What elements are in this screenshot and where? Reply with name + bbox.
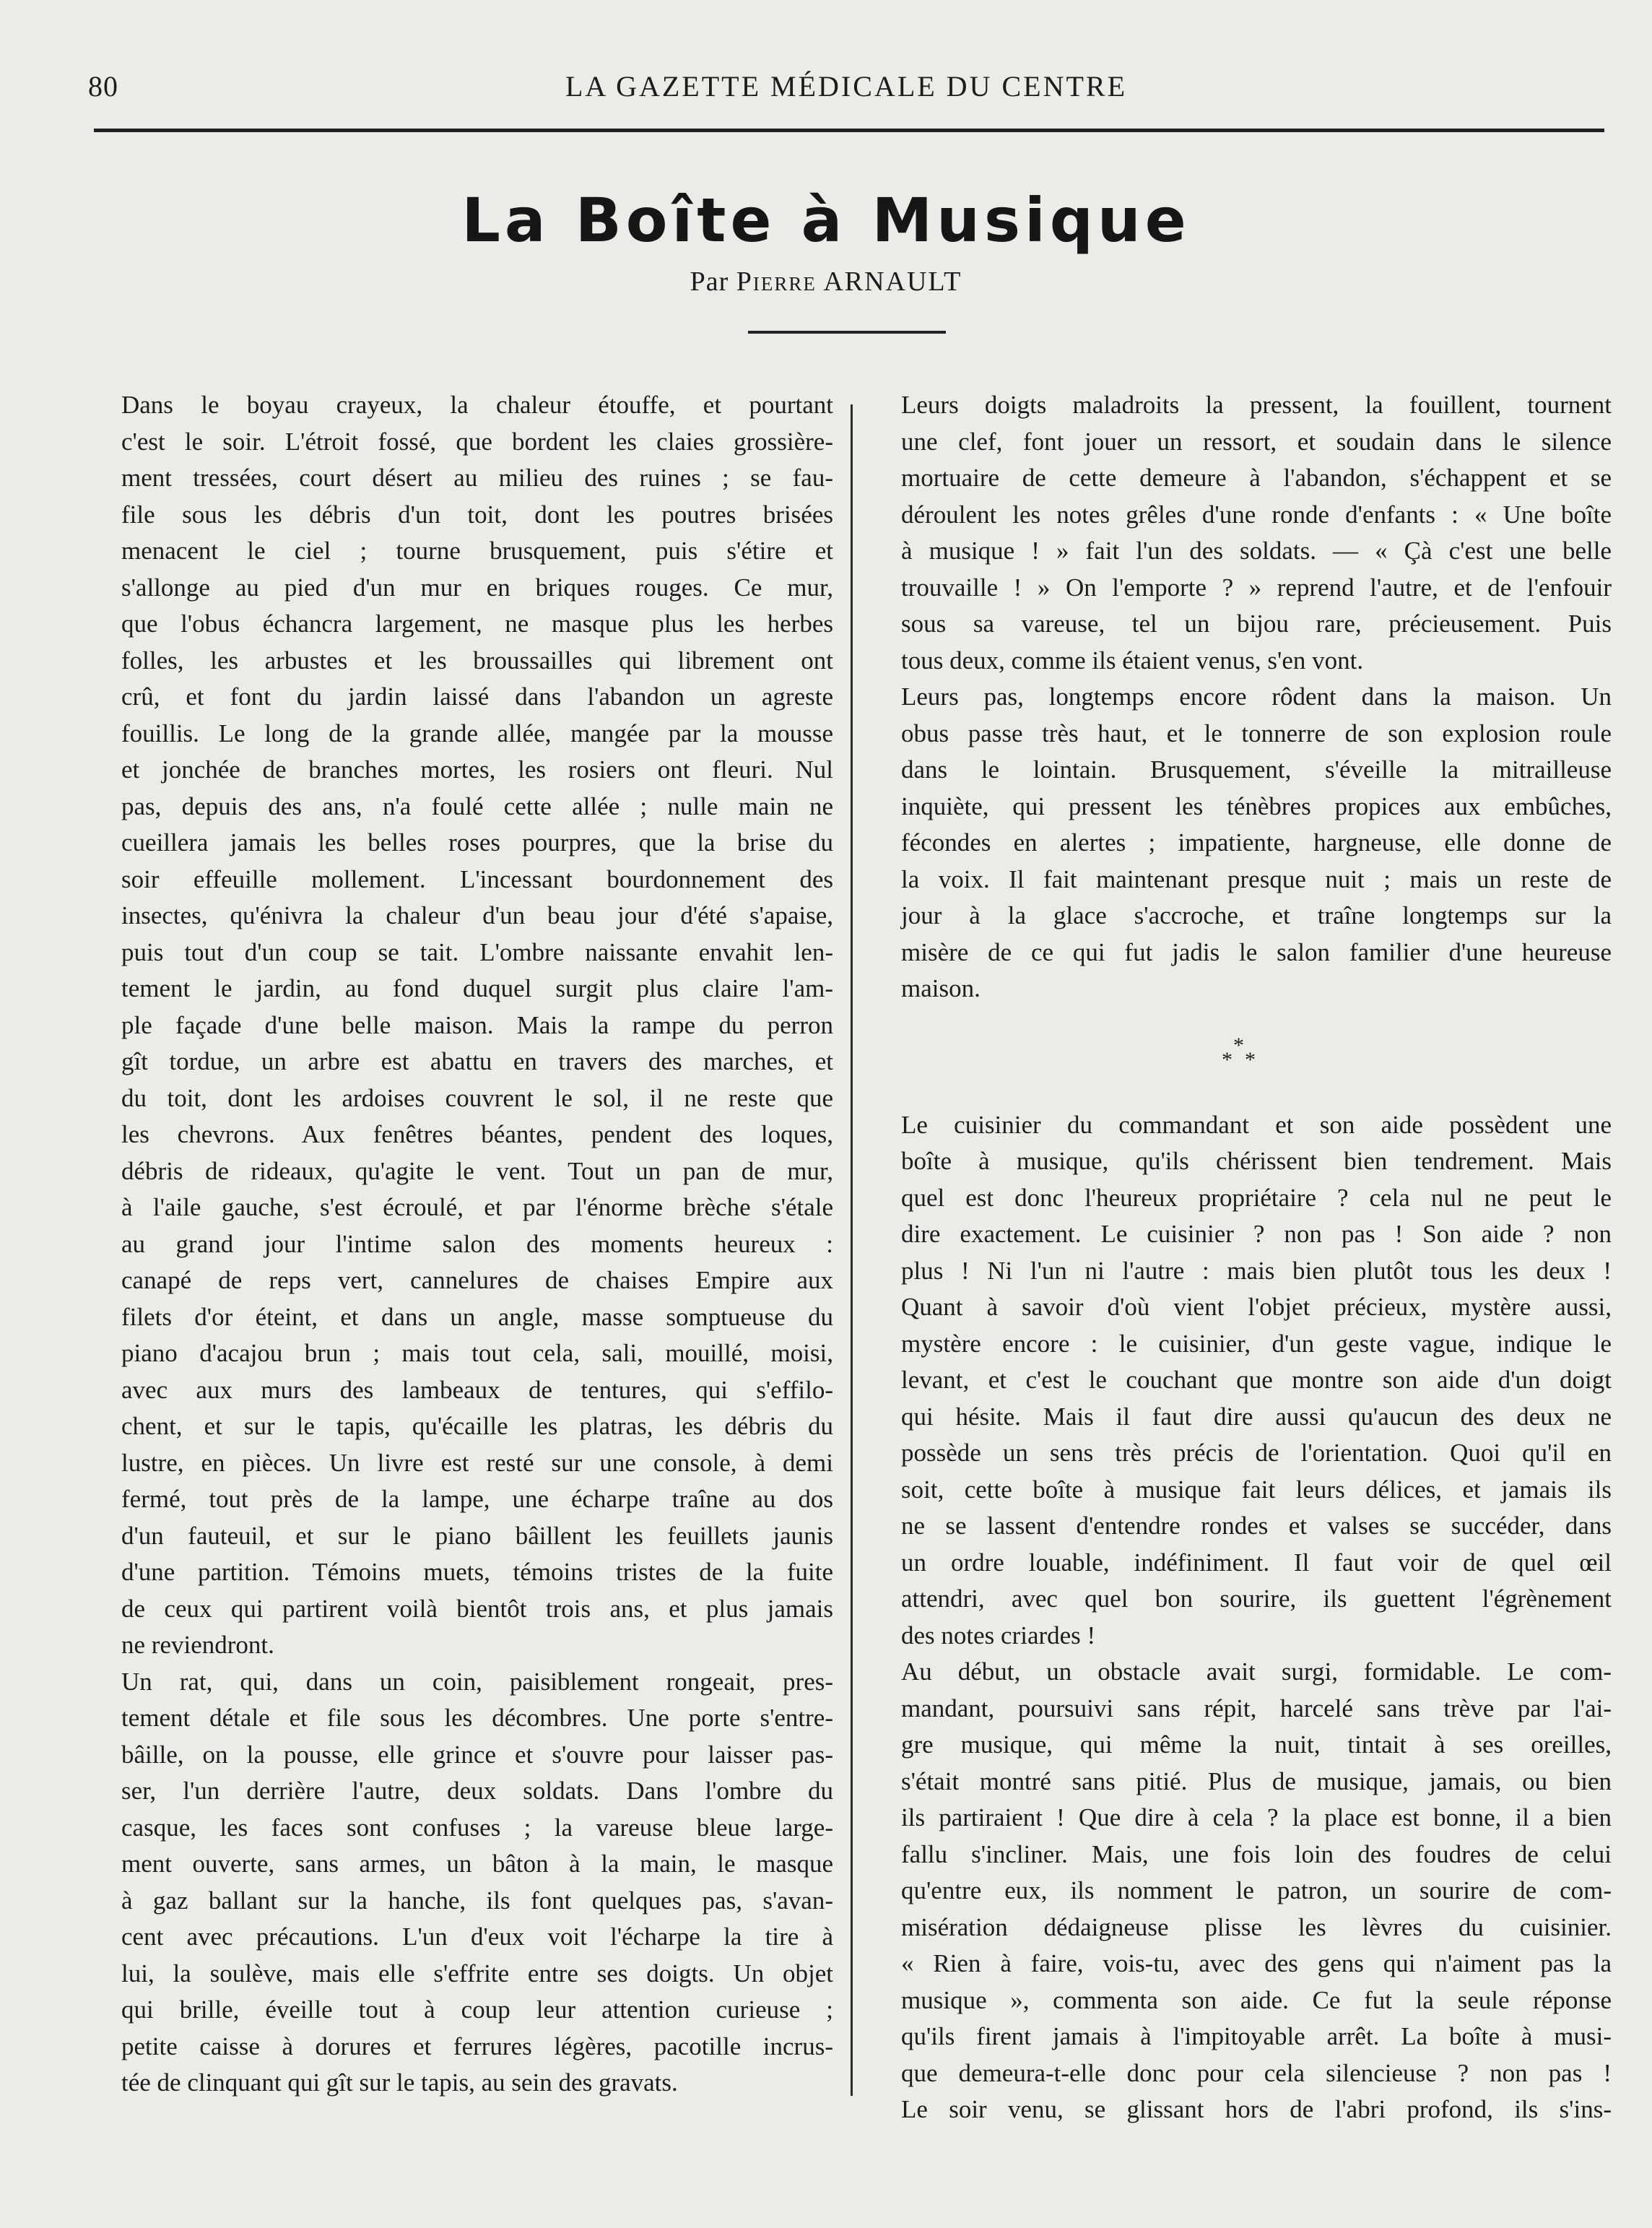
journal-name: LA GAZETTE MÉDICALE DU CENTRE — [565, 70, 1127, 103]
text-line: soir effeuille mollement. L'incessant bourdonnement des — [121, 864, 833, 893]
text-line: s'allonge au pied d'un mur en briques rouges. Ce mur, — [121, 573, 833, 602]
text-line: levant, et c'est le couchant que montre son aide d'un doigt — [901, 1366, 1612, 1394]
text-line: d'une partition. Témoins muets, témoins tristes de la fuite — [121, 1558, 833, 1586]
paragraph — [868, 679, 1612, 1007]
text-line: menacent le ciel ; tourne brusquement, puis s'étire et — [121, 537, 833, 565]
text-line: Leurs pas, longtemps encore rôdent dans la maison. Un — [901, 682, 1612, 711]
text-line: à musique ! » fait l'un des soldats. — « Çà c'est une belle — [901, 537, 1612, 565]
text-line: que l'obus échancra largement, ne masque plus les herbes — [121, 610, 833, 638]
text-line: puis tout d'un coup se tait. L'ombre naissante envahit len- — [121, 937, 833, 966]
text-line: fermé, tout près de la lampe, une écharpe traîne au dos — [121, 1485, 833, 1513]
text-line: déroulent les notes grêles d'une ronde d'enfants : « Une boîte — [901, 500, 1612, 529]
asterism-star-right: * — [1245, 1047, 1256, 1072]
paragraph — [868, 1654, 1612, 2128]
text-line: au grand jour l'intime salon des moments heureux : — [121, 1229, 833, 1258]
text-line: les chevrons. Aux fenêtres béantes, pendent des loques, — [121, 1120, 833, 1148]
paragraph — [868, 1107, 1612, 1655]
text-line: quel est donc l'heureux propriétaire ? cela nul ne peut le — [901, 1183, 1612, 1212]
text-line: gît tordue, un arbre est abattu en travers des marches, et — [121, 1047, 833, 1075]
text-line: filets d'or éteint, et dans un angle, masse somptueuse du — [121, 1302, 833, 1331]
text-line: ils partiraient ! Que dire à cela ? la place est bonne, il a bien — [901, 1803, 1612, 1832]
text-line: qu'entre eux, ils nomment le patron, un sourire de com- — [901, 1876, 1612, 1904]
text-line: insectes, qu'énivra la chaleur d'un beau jour d'été s'apaise, — [121, 901, 833, 929]
text-line: tée de clinquant qui gît sur le tapis, au sein des gravats. — [121, 2068, 678, 2097]
text-line: crû, et font du jardin laissé dans l'abandon un agreste — [121, 682, 833, 711]
text-line: qui hésite. Mais il faut dire aussi qu'aucun des deux ne — [901, 1402, 1612, 1431]
text-line: du toit, dont les ardoises couvrent le sol, il ne reste que — [121, 1083, 833, 1112]
column-divider — [851, 404, 853, 2096]
text-line: soit, cette boîte à musique fait leurs délices, et jamais ils — [901, 1475, 1612, 1504]
text-line: pas, depuis des ans, n'a foulé cette allée ; nulle main ne — [121, 792, 833, 820]
text-line: lustre, en pièces. Un livre est resté sur une console, à demi — [121, 1448, 833, 1477]
text-line: mandant, poursuivi sans répit, harcelé sans trève par l'ai- — [901, 1694, 1612, 1722]
text-line: fouillis. Le long de la grande allée, mangée par la mousse — [121, 719, 833, 747]
byline — [0, 266, 1652, 298]
text-line: cent avec précautions. L'un d'eux voit l'écharpe la tire à — [121, 1923, 833, 1951]
text-line: attendri, avec quel bon sourire, ils guettent l'égrènement — [901, 1585, 1612, 1613]
text-line: lui, la soulève, mais elle s'effrite entre ses doigts. Un objet — [121, 1959, 833, 1988]
text-line: jour à la glace s'accroche, et traîne longtemps sur la — [901, 901, 1612, 929]
text-line: canapé de reps vert, cannelures de chaises Empire aux — [121, 1266, 833, 1294]
header-rule — [94, 129, 1604, 132]
text-line: à l'aile gauche, s'est écroulé, et par l'énorme brèche s'étale — [121, 1193, 833, 1221]
text-line: des notes criardes ! — [901, 1621, 1096, 1650]
text-line: c'est le soir. L'étroit fossé, que bordent les claies grossière- — [121, 427, 833, 456]
title-rule — [748, 331, 946, 334]
text-line: d'un fauteuil, et sur le piano bâillent les feuillets jaunis — [121, 1521, 833, 1550]
text-line: dire exactement. Le cuisinier ? non pas ! Son aide ? non — [901, 1220, 1612, 1248]
author-name — [736, 266, 962, 297]
text-line: mortuaire de cette demeure à l'abandon, s'échappent et se — [901, 464, 1612, 492]
paragraph — [868, 387, 1612, 679]
text-line: petite caisse à dorures et ferrures légères, pacotille incrus- — [121, 2032, 833, 2060]
text-line: mystère encore : le cuisinier, d'un geste vague, indique le — [901, 1329, 1612, 1358]
running-head — [88, 69, 1604, 113]
asterism-star-top: * — [1233, 1033, 1244, 1057]
text-line: piano d'acajou brun ; mais tout cela, sali, mouillé, moisi, — [121, 1339, 833, 1367]
text-line: ne se lassent d'entendre rondes et valses se succéder, dans — [901, 1512, 1612, 1540]
text-line: chent, et sur le tapis, qu'écaille les platras, les débris du — [121, 1412, 833, 1440]
text-line: fallu s'incliner. Mais, une fois loin des foudres de celui — [901, 1839, 1612, 1868]
text-line: maison. — [901, 974, 981, 1002]
text-line: Un rat, qui, dans un coin, paisiblement rongeait, pres- — [121, 1667, 833, 1696]
text-line: boîte à musique, qu'ils chérissent bien tendrement. Mais — [901, 1147, 1612, 1175]
text-line: qu'ils firent jamais à l'impitoyable arrêt. La boîte à musi- — [901, 2022, 1612, 2050]
article-title: La Boîte à Musique — [461, 185, 1191, 256]
text-line: gre musique, qui même la nuit, tintait à ses oreilles, — [901, 1730, 1612, 1759]
text-line: dans le lointain. Brusquement, s'éveille la mitrailleuse — [901, 755, 1612, 784]
text-line: ne reviendront. — [121, 1631, 274, 1659]
text-line: misère de ce qui fut jadis le salon familier d'une heureuse — [901, 937, 1612, 966]
text-line: « Rien à faire, vois-tu, avec des gens qui n'aiment pas la — [901, 1949, 1612, 1977]
text-line: obus passe très haut, et le tonnerre de son explosion roule — [901, 719, 1612, 747]
text-line: et jonchée de branches mortes, les rosiers ont fleuri. Nul — [121, 755, 833, 784]
text-line: à gaz ballant sur la hanche, ils font quelques pas, s'avan- — [121, 1886, 833, 1915]
text-line: Quant à savoir d'où vient l'objet précieux, mystère aussi, — [901, 1293, 1612, 1321]
text-line: Le soir venu, se glissant hors de l'abri profond, ils s'ins- — [901, 2095, 1612, 2123]
text-line: inquiète, qui pressent les ténèbres propices aux embûches, — [901, 792, 1612, 820]
text-line: fécondes en alertes ; impatiente, hargneuse, elle donne de — [901, 828, 1612, 857]
text-line: musique », commenta son aide. Ce fut la seule réponse — [901, 1985, 1612, 2014]
author-first-name: Pierre — [736, 266, 817, 297]
text-line: tous deux, comme ils étaient venus, s'en vont. — [901, 646, 1364, 675]
text-line: folles, les arbustes et les broussailles qui librement ont — [121, 646, 833, 675]
text-line: ple façade d'une belle maison. Mais la rampe du perron — [121, 1010, 833, 1039]
text-line: de ceux qui partirent voilà bientôt trois ans, et plus jamais — [121, 1594, 833, 1623]
text-line: Leurs doigts maladroits la pressent, la fouillent, tournent — [901, 391, 1612, 419]
text-line: casque, les faces sont confuses ; la vareuse bleue large- — [121, 1813, 833, 1842]
text-line: Le cuisinier du commandant et son aide possèdent une — [901, 1110, 1612, 1139]
text-line: sous sa vareuse, tel un bijou rare, précieusement. Puis — [901, 610, 1612, 638]
column-right — [868, 387, 1612, 2128]
byline-prefix: Par — [690, 266, 729, 297]
text-line: tement détale et file sous les décombres. Une porte s'entre- — [121, 1704, 833, 1732]
section-break-asterism — [868, 1022, 1612, 1101]
page-number: 80 — [88, 70, 118, 103]
text-line: trouvaille ! » On l'emporte ? » reprend l'autre, et de l'enfouir — [901, 573, 1612, 602]
column-left — [88, 387, 833, 2102]
paragraph — [88, 387, 833, 1664]
text-line: s'était montré sans pitié. Plus de musique, jamais, ou bien — [901, 1767, 1612, 1795]
text-line: avec aux murs des lambeaux de tentures, qui s'effilo- — [121, 1375, 833, 1404]
text-line: ment tressées, court désert au milieu des ruines ; se fau- — [121, 464, 833, 492]
text-line: possède un sens très précis de l'orientation. Quoi qu'il en — [901, 1439, 1612, 1467]
text-line: ment ouverte, sans armes, un bâton à la main, le masque — [121, 1850, 833, 1878]
text-line: qui brille, éveille tout à coup leur attention curieuse ; — [121, 1995, 833, 2024]
text-line: misération dédaigneuse plisse les lèvres du cuisinier. — [901, 1912, 1612, 1941]
text-line: que demeura-t-elle donc pour cela silencieuse ? non pas ! — [901, 2058, 1612, 2087]
column-right-part-2 — [868, 1107, 1612, 2128]
text-line: bâille, on la pousse, elle grince et s'ouvre pour laisser pas- — [121, 1740, 833, 1769]
asterism-star-left: * — [1222, 1047, 1233, 1072]
paragraph — [88, 1664, 833, 2102]
text-line: file sous les débris d'un toit, dont les poutres brisées — [121, 500, 833, 529]
text-line: Dans le boyau crayeux, la chaleur étouffe, et pourtant — [121, 391, 833, 419]
text-line: ser, l'un derrière l'autre, deux soldats. Dans l'ombre du — [121, 1777, 833, 1805]
text-line: débris de rideaux, qu'agite le vent. Tout un pan de mur, — [121, 1156, 833, 1185]
text-line: plus ! Ni l'un ni l'autre : mais bien plutôt tous les deux ! — [901, 1256, 1612, 1285]
text-line: cueillera jamais les belles roses pourpres, que la brise du — [121, 828, 833, 857]
author-last-name: ARNAULT — [823, 266, 962, 297]
text-line: un ordre louable, indéfiniment. Il faut voir de quel œil — [901, 1548, 1612, 1577]
text-line: la voix. Il fait maintenant presque nuit ; mais un reste de — [901, 864, 1612, 893]
text-line: une clef, font jouer un ressort, et soudain dans le silence — [901, 427, 1612, 456]
column-right-part-1 — [868, 387, 1612, 1007]
text-line: Au début, un obstacle avait surgi, formidable. Le com- — [901, 1657, 1612, 1686]
text-line: tement le jardin, au fond duquel surgit plus claire l'am- — [121, 974, 833, 1002]
